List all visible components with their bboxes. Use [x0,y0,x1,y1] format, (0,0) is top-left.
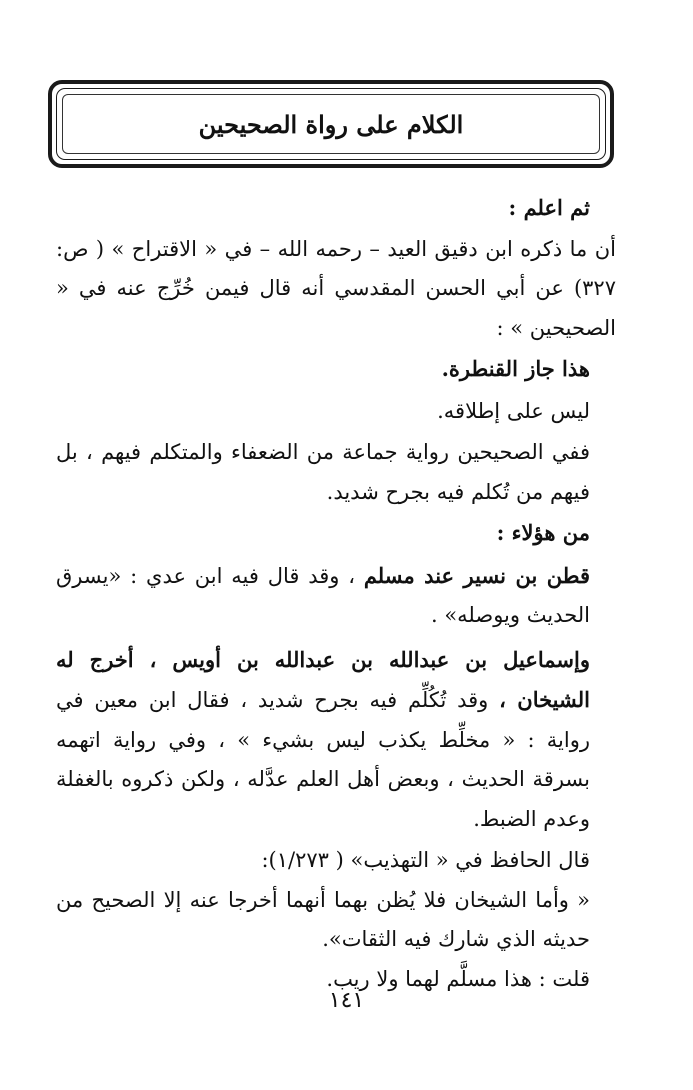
paragraph-hafiz-tahdhib: قال الحافظ في « التهذيب» ( ١/٢٧٣): [261,848,590,872]
paragraph-weak-narrators: ففي الصحيحين رواية جماعة من الضعفاء والمتكلم فيهم ، بل فيهم من تُكلم فيه بجرح شديد. [56,440,590,504]
paragraph-not-absolute: ليس على إطلاقه. [437,398,590,423]
page-number: ١٤١ [328,988,365,1013]
chapter-title: الكلام على رواة الصحيحين [198,109,464,139]
chapter-header-frame [48,80,614,168]
paragraph-ibn-daqiq: أن ما ذكره ابن دقيق العيد – رحمه الله – في « الاقتراح » ( ص: ٣٢٧) عن أبي الحسن المقدسي أنه قال فيمن خُرِّج عنه في « الصحيحين » : [56,236,616,340]
narrator-name-qatan: قطن بن نسير عند مسلم [363,562,590,588]
paragraph-qatan [56,556,616,636]
paragraph-qatan-text: ، وقد قال فيه ابن عدي : «يسرق الحديث ويوصله» . [56,563,590,627]
chapter-header-inner [62,94,600,154]
paragraph-conclusion: قلت : هذا مسلَّم لهما ولا ريب. [326,966,590,991]
paragraph-jaz-al-qantara: هذا جاز القنطرة. [441,356,590,381]
paragraph-shaykhan-quote: « وأما الشيخان فلا يُظن بهما أنهما أخرجا عنه إلا الصحيح من حديثه الذي شارك فيه الثقات». [56,887,590,951]
page-body [56,188,616,999]
narrator-name-ismail: وإسماعيل بن عبدالله بن عبدالله بن أويس ، أخرج له الشيخان ، [56,646,590,712]
paragraph-ismail [56,640,616,840]
paragraph-ismail-text: وقد تُكُلِّم فيه بجرح شديد ، فقال ابن معين في رواية : « مخلِّط يكذب ليس بشيء » ، وفي رواية اتهمه بسرقة الحديث ، وبعض أهل العلم عدَّله ، ولكن ذكروه بالغفلة وعدم الضبط. [56,688,590,831]
paragraph-then-know: ثم اعلم : [508,195,590,220]
paragraph-among-them: من هؤلاء : [496,520,590,545]
